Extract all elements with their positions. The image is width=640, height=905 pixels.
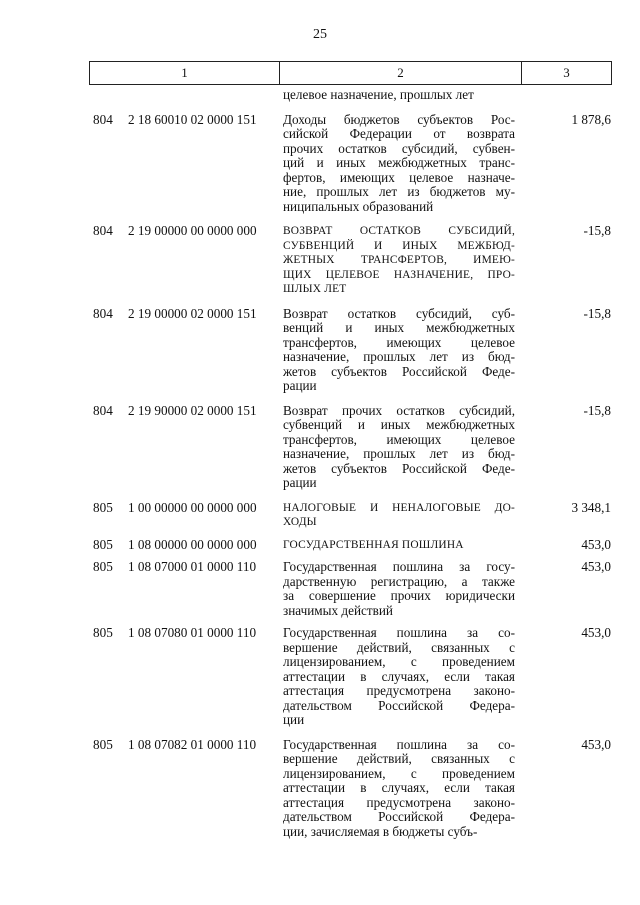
column-3-header: 3	[563, 65, 570, 80]
budget-classification-code: 2 19 00000 00 0000 000	[128, 223, 257, 238]
description-line: ЩИХ ЦЕЛЕВОЕ НАЗНАЧЕНИЕ, ПРО-	[283, 268, 515, 281]
table-row	[0, 538, 640, 553]
amount-value: -15,8	[583, 305, 611, 321]
description-line: лицензированием, с проведением	[283, 654, 515, 669]
description-line: жетов субъектов Российской Феде-	[283, 363, 515, 379]
description-line: сийской Федерации от возврата	[283, 126, 515, 141]
description-line: НАЛОГОВЫЕ И НЕНАЛОГОВЫЕ ДО-	[283, 501, 515, 514]
table-row	[0, 738, 640, 840]
description-line: ние, прошлых лет из бюджетов му-	[283, 184, 515, 199]
amount-value: -15,8	[583, 223, 611, 238]
amount-value: 3 348,1	[571, 499, 611, 515]
amount-value: 1 878,6	[571, 111, 611, 127]
description-line: ЖЕТНЫХ ТРАНСФЕРТОВ, ИМЕЮ-	[283, 254, 515, 266]
column-2-header: 2	[280, 62, 522, 84]
amount-value: 453,0	[581, 536, 611, 552]
admin-code: 805	[93, 536, 113, 552]
admin-code: 805	[93, 736, 113, 752]
description-line: ВОЗВРАТ ОСТАТКОВ СУБСИДИЙ,	[283, 225, 515, 237]
description-line: дательством Российской Федера-	[283, 809, 515, 824]
description-line: дарственную регистрацию, а также	[283, 573, 515, 589]
description-line: ХОДЫ	[283, 516, 317, 528]
amount-value: 453,0	[581, 559, 611, 574]
income-description	[283, 501, 515, 530]
table-row	[0, 501, 640, 530]
description-line: субвенций и иных межбюджетных	[283, 417, 515, 432]
description-line: трансфертов, имеющих целевое	[283, 334, 515, 350]
budget-classification-code: 1 00 00000 00 0000 000	[128, 499, 257, 515]
description-line: жетов субъектов Российской Феде-	[283, 460, 515, 476]
table-row	[0, 560, 640, 618]
page-number: 25	[313, 27, 327, 42]
description-line: вершение действий, связанных с	[283, 639, 515, 655]
description-line: Государственная пошлина за госу-	[283, 559, 515, 574]
description-line: дательством Российской Федера-	[283, 697, 515, 713]
income-description	[283, 404, 515, 491]
table-column-header	[89, 61, 612, 85]
description-line: ГОСУДАРСТВЕННАЯ ПОШЛИНА	[283, 538, 464, 551]
budget-classification-code: 1 08 00000 00 0000 000	[128, 536, 257, 552]
description-line: аттестации в случаях, если такая	[283, 780, 515, 795]
description-line: фертов, имеющих целевое назначе-	[283, 169, 515, 185]
description-line: ции, зачисляемая в бюджеты субъ-	[283, 823, 478, 839]
table-row	[0, 88, 640, 103]
budget-table-body	[0, 88, 640, 839]
description-line: ции	[283, 712, 305, 727]
description-line: назначение, прошлых лет из бюд-	[283, 349, 515, 364]
description-line: венций и иных межбюджетных	[283, 320, 515, 335]
description-line: СУБВЕНЦИЙ И ИНЫХ МЕЖБЮД-	[283, 239, 515, 252]
description-line: аттестация предусмотрена законо-	[283, 683, 515, 698]
description-line: аттестации в случаях, если такая	[283, 668, 515, 684]
description-line: ций и иных межбюджетных транс-	[283, 155, 515, 170]
admin-code: 805	[93, 559, 113, 574]
description-line: ниципальных образований	[283, 198, 434, 214]
income-description	[283, 307, 515, 394]
income-description	[283, 626, 515, 728]
income-description	[283, 88, 515, 103]
description-line: Возврат остатков субсидий, суб-	[283, 305, 515, 321]
income-description	[283, 113, 515, 215]
budget-classification-code: 2 19 00000 02 0000 151	[128, 305, 257, 321]
description-line: ШЛЫХ ЛЕТ	[283, 283, 347, 295]
table-row	[0, 404, 640, 491]
amount-value: -15,8	[583, 402, 611, 418]
admin-code: 805	[93, 625, 113, 640]
income-description	[283, 224, 515, 297]
description-line: прочих остатков субсидий, субвен-	[283, 140, 515, 156]
description-line: назначение, прошлых лет из бюд-	[283, 446, 515, 461]
income-description	[283, 560, 515, 618]
description-line: рации	[283, 378, 317, 393]
budget-classification-code: 1 08 07000 01 0000 110	[128, 559, 257, 574]
description-line: Возврат прочих остатков субсидий,	[283, 402, 515, 418]
table-row	[0, 626, 640, 728]
description-line: вершение действий, связанных с	[283, 751, 515, 766]
budget-classification-code: 1 08 07080 01 0000 110	[128, 625, 257, 640]
budget-classification-code: 1 08 07082 01 0000 110	[128, 736, 257, 752]
description-line: лицензированием, с проведением	[283, 765, 515, 781]
income-description	[283, 738, 515, 840]
table-row	[0, 113, 640, 215]
description-line: целевое назначение, прошлых лет	[283, 87, 474, 102]
amount-value: 453,0	[581, 625, 611, 640]
description-line: аттестация предусмотрена законо-	[283, 794, 515, 810]
income-description	[283, 538, 515, 553]
admin-code: 804	[93, 223, 113, 238]
description-line: Доходы бюджетов субъектов Рос-	[283, 111, 515, 127]
column-1-header: 1	[90, 62, 280, 84]
table-row	[0, 307, 640, 394]
admin-code: 804	[93, 111, 113, 127]
budget-classification-code: 2 18 60010 02 0000 151	[128, 111, 257, 127]
amount-value: 453,0	[581, 736, 611, 752]
table-row	[0, 224, 640, 297]
description-line: значимых действий	[283, 602, 393, 618]
admin-code: 804	[93, 402, 113, 418]
budget-classification-code: 2 19 90000 02 0000 151	[128, 402, 257, 418]
description-line: за совершение прочих юридически	[283, 588, 515, 603]
description-line: Государственная пошлина за со-	[283, 736, 515, 752]
description-line: рации	[283, 475, 317, 490]
admin-code: 805	[93, 499, 113, 515]
description-line: Государственная пошлина за со-	[283, 625, 515, 640]
admin-code: 804	[93, 305, 113, 321]
description-line: трансфертов, имеющих целевое	[283, 431, 515, 447]
